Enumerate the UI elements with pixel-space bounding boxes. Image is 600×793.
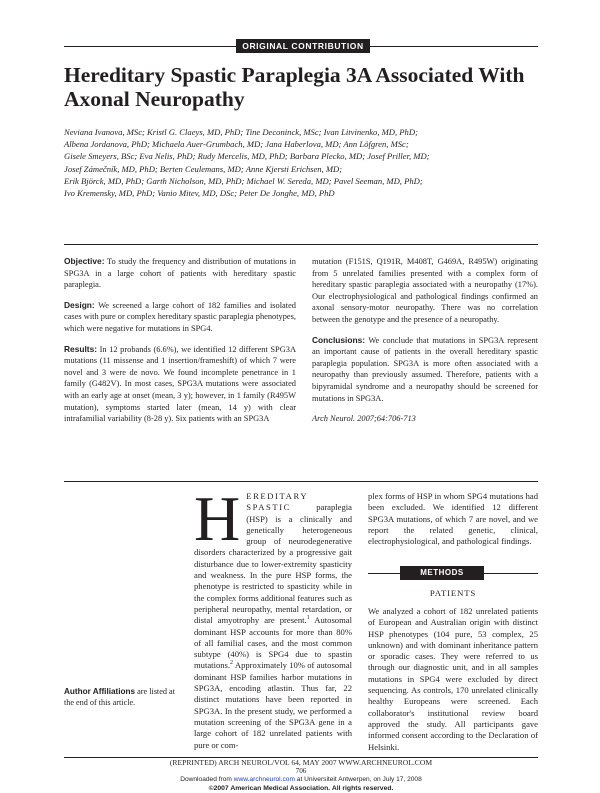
abstract-design [64,300,296,335]
author-list [64,126,554,199]
author-line: Gisele Smeyers, BSc; Eva Nelis, PhD; Rudy Mercelis, MD, PhD; Barbara Plecko, MD; Josef Priller, MD; [64,151,430,162]
copyright-line: ©2007 American Medical Association. All rights reserved. [208,785,394,793]
conclusions-label: Conclusions: [312,334,366,345]
abstract-conclusions [312,335,538,405]
citation: Arch Neurol. 2007;64:706-713 [312,414,416,424]
conclusions-text: We conclude that mutations in SPG3A represent an important cause of patients in the overall hereditary spastic paraplegia population. SPG3A is more often associated with a neuropathy than previously assumed. Therefore, patients with a bipyramidal syndrome and a neuropathy should be screened for mutations in SPG3A. [312,335,538,403]
section-banner: ORIGINAL CONTRIBUTION [236,39,370,53]
methods-heading: METHODS [400,566,484,580]
design-text: We screened a large cohort of 182 families and isolated cases with pure or complex hereditary spastic paraplegia phenotypes, which were negative for mutations in SPG4. [64,300,296,333]
drop-cap: H [194,483,241,554]
results-text: In 12 probands (6.6%), we identified 12 different SPG3A mutations (11 missense and 1 insertion/frameshift) of which 7 were novel and 3 were de novo. We found incomplete penetrance in 1 family (G482V). In most cases, SPG3A mutations were associated with an early age at onset (mean, 3 y); however, in 1 family (R495W mutation), symptoms started later (mean, 14 y) with clear intrafamilial variability (8-28 y). Six patients with an SPG3A [64,344,297,424]
archneurol-link[interactable]: www.archneurol.com [233,776,295,783]
reference-2: 2 [230,660,234,667]
design-label: Design: [64,299,95,310]
reference-1: 1 [306,615,310,622]
objective-text: To study the frequency and distribution of mutations in SPG3A in a large cohort of patients with hereditary spastic paraplegia. [64,257,296,290]
abstract-results [64,344,296,425]
page-number: 706 [295,767,307,775]
intro-text: paraplegia (HSP) is a clinically and genetically heterogeneous group of neurodegenerative disorders characterized by a progressive gait disturbance due to lower-extremity spasticity and weakness. In the pure HSP forms, the phenotype is restricted to spasticity while in the complex forms additional features such as peripheral neuropathy, mental retardation, or distal amyotrophy are present. [194,502,352,626]
lead-small-caps: EREDITARY SPASTIC [246,491,309,513]
intro-continued: plex forms of HSP in whom SPG4 mutations had been excluded. We identified 12 different SPG3A mutations, of which 7 are novel, and we report the related genetic, clinical, electrophysiological, and pathological findings. [368,491,538,547]
abstract-objective [64,256,296,291]
abstract-bottom-rule [64,481,538,482]
results-continued: mutation (F151S, Q191R, M408T, G469A, R495W) originating from 5 unrelated families presented with a complex form of hereditary spastic paraplegia associated with a neuropathy (17%). Our electrophysiological and pathological findings confirmed an axonal sensory-motor neuropathy. There was no correlation between the genotype and the presence of a neuropathy. [312,257,538,324]
author-line: Neviana Ivanova, MSc; Kristl G. Claeys, MD, PhD; Tine Deconinck, MSc; Ivan Litvinenko, MD, PhD; [64,127,418,137]
abstract-top-rule [64,244,538,245]
body-column-2 [368,491,538,547]
affiliations-label: Author Affiliations [64,687,136,696]
author-line: Josef Zámečník, MD, PhD; Berten Ceulemans, MD; Anne Kjersti Erichsen, MD; [64,163,343,174]
intro-text-c: Approximately 10% of autosomal dominant HSP families harbor mutations in SPG3A, encoding atlastin. Thus far, 22 distinct mutations have been reported in SPG3A. In the present study, we performed a mutation screening of the SPG3A gene in a large cohort of 182 unrelated patients with pure or com- [194,660,352,750]
abstract-left-column [64,256,296,434]
affiliations-text: are listed at the end of this article. [64,687,175,707]
author-line: Albena Jordanova, PhD; Michaela Auer-Grumbach, MD; Jana Haberlova, MD; Ann Löfgren, MSc; [64,139,409,150]
patients-text: We analyzed a cohort of 182 unrelated patients of European and Australian origin with distinct HSP phenotypes (104 pure, 53 complex, 25 unknown) and with dominant inheritance pattern or sporadic cases. They were referred to us through our diagnostic unit, and in all samples mutations in SPG4 were excluded by direct sequencing. As controls, 170 unrelated clinically healthy Europeans were screened. Each collaborator's institutional review board approved the study. All participants gave informed consent according to the Declaration of Helsinki. [368,606,538,752]
body-column-1 [194,483,352,751]
intro-text-b: Autosomal dominant HSP accounts for more than 80% of all familial cases, and the most common subtype (40%) is SPG4 due to spastin mutations. [194,615,352,671]
abstract-right-column [312,256,538,434]
download-line: Downloaded from www.archneurol.com at Universiteit Antwerpen, on July 17, 2008 [180,776,422,783]
patients-subheading: PATIENTS [429,588,477,598]
author-line: Erik Björck, MD, PhD; Garth Nicholson, MD, PhD; Michael W. Sereda, MD; Pavel Seeman, MD, PhD; [64,175,423,186]
author-line: Ivo Kremensky, MD, PhD; Vanio Mitev, MD, DSc; Peter De Jonghe, MD, PhD [64,188,335,199]
journal-line: (REPRINTED) ARCH NEUROL/VOL 64, MAY 2007 WWW.ARCHNEUROL.COM [169,758,433,767]
results-label: Results: [64,343,98,354]
objective-label: Objective: [64,256,105,266]
author-affiliations [64,687,176,709]
article-title: Hereditary Spastic Paraplegia 3A Associated With Axonal Neuropathy [64,63,525,111]
